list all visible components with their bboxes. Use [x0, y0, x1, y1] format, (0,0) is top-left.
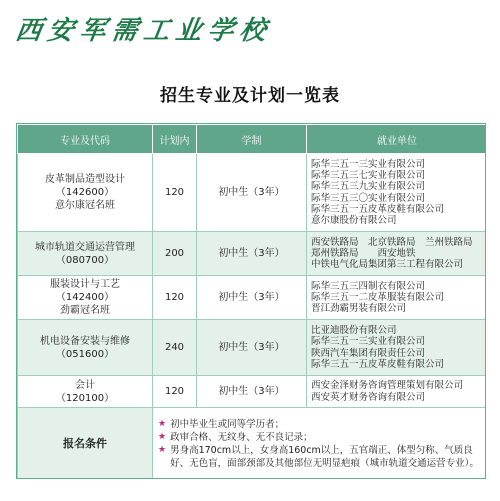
- table-header-row: [18, 125, 487, 154]
- requirement-item: ★ 政审合格、无纹身、无不良记录；: [158, 431, 313, 443]
- duration-cell: 初中生（3年）: [197, 154, 307, 232]
- requirements-body: [153, 408, 487, 480]
- employers-cell: 际华三五三四制衣有限公司 际华三五一二皮革服装有限公司 晋江劲霸男装有限公司: [307, 276, 487, 320]
- plan-cell: 240: [153, 320, 197, 376]
- header-major: 专业及代码: [18, 125, 153, 154]
- table-row: [18, 320, 487, 376]
- major-cell: 机电设备安装与维修 （051600）: [18, 320, 153, 376]
- header-duration: 学制: [197, 125, 307, 154]
- duration-cell: 初中生（3年）: [197, 320, 307, 376]
- requirement-item: ★ 男身高170cm以上，女身高160cm以上，五官端正、体型匀称、气质良好、无色盲，面部颈部及其他部位无明显疤痕（城市轨道交通运营专业）。: [158, 444, 479, 469]
- major-cell: 会计 （120100）: [18, 376, 153, 408]
- table-row: [18, 376, 487, 408]
- plan-cell: 200: [153, 232, 197, 276]
- enrollment-table-container: [16, 123, 486, 479]
- major-cell: 服装设计与工艺 （142400） 劲霸冠名班: [18, 276, 153, 320]
- employers-cell: 西安金泽财务咨询管理策划有限公司 西安英才财务咨询有限公司: [307, 376, 487, 408]
- table-row: [18, 276, 487, 320]
- star-icon: ★: [158, 418, 167, 429]
- header-employers: 就业单位: [307, 125, 487, 154]
- requirement-item: ★ 初中毕业生或同等学历者；: [158, 418, 285, 430]
- major-cell: 城市轨道交通运营管理 （080700）: [18, 232, 153, 276]
- plan-cell: 120: [153, 276, 197, 320]
- enrollment-table: [17, 124, 486, 479]
- table-row: [18, 154, 487, 232]
- plan-cell: 120: [153, 154, 197, 232]
- star-icon: ★: [158, 431, 167, 442]
- requirements-row: [18, 408, 487, 480]
- school-banner: [0, 0, 500, 60]
- header-plan: 计划内: [153, 125, 197, 154]
- school-logo: 西安军需工业学校: [13, 16, 274, 46]
- requirements-label: 报名条件: [18, 408, 153, 480]
- employers-cell: 西安铁路局 北京铁路局 兰州铁路局 郑州铁路局 西安地铁 中铁电气化局集团第三工程有限公司: [307, 232, 487, 276]
- plan-cell: 120: [153, 376, 197, 408]
- employers-cell: 比亚迪股份有限公司 际华三五一三实业有限公司 陕西汽车集团有限责任公司 际华三五一五皮革皮鞋有限公司: [307, 320, 487, 376]
- table-row: [18, 232, 487, 276]
- page-title: 招生专业及计划一览表: [160, 86, 340, 106]
- employers-cell: 际华三五一三实业有限公司 际华三五三七实业有限公司 际华三五三九实业有限公司 际华三五三〇实业有限公司 际华三五一五皮革皮鞋有限公司 意尔康股份有限公司: [307, 154, 487, 232]
- duration-cell: 初中生（3年）: [197, 376, 307, 408]
- duration-cell: 初中生（3年）: [197, 232, 307, 276]
- bottom-strip: [0, 483, 500, 501]
- star-icon: ★: [158, 444, 167, 455]
- duration-cell: 初中生（3年）: [197, 276, 307, 320]
- major-cell: 皮革制品造型设计 （142600） 意尔康冠名班: [18, 154, 153, 232]
